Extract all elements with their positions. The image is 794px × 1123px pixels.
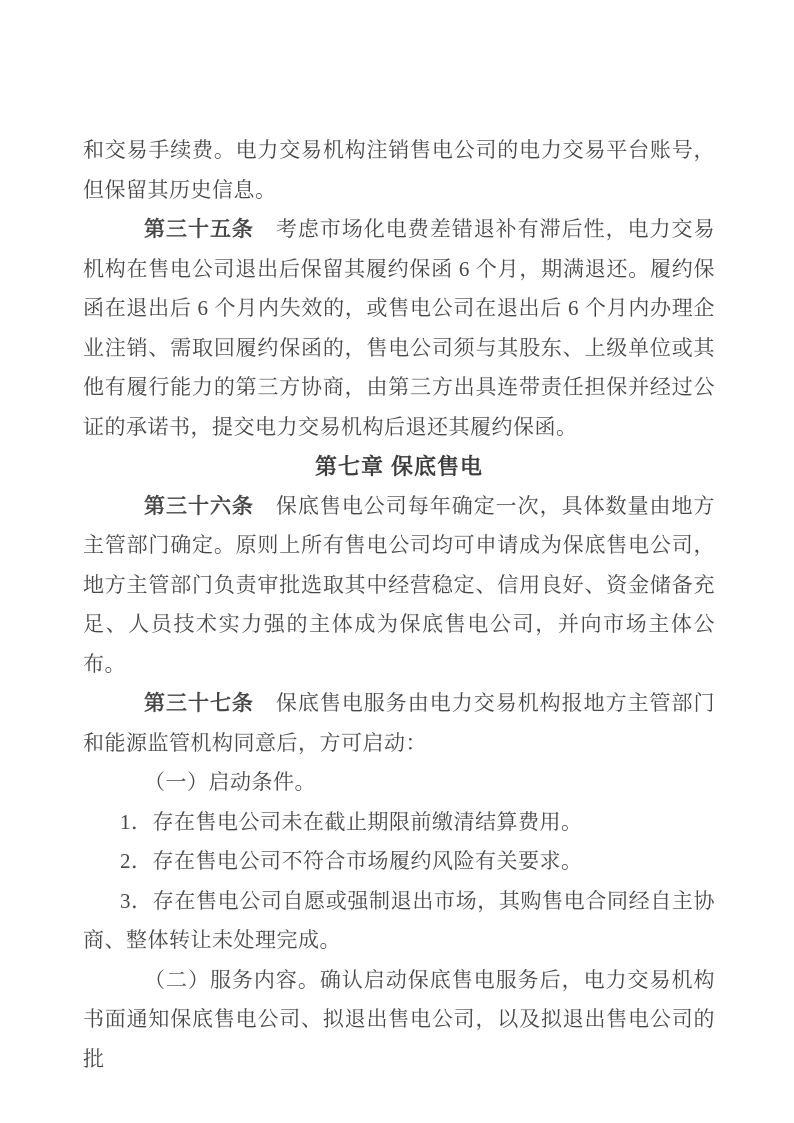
text-run: 保底售电服务由电力交易机构报地方主管部门和能源监管机构同意后，方可启动： <box>83 691 716 755</box>
paragraph <box>83 210 715 447</box>
article-number: 第三十七条 <box>144 691 254 715</box>
text-run: 1．存在售电公司未在截止期限前缴清结算费用。 <box>120 809 583 834</box>
text-run: （二）服务内容。确认启动保底售电服务后，电力交易机构书面通知保底售电公司、拟退出售电公司，以及拟退出售电公司的批 <box>83 967 715 1071</box>
text-run: 保底售电公司每年确定一次，具体数量由地方主管部门确定。原则上所有售电公司均可申请成为保底售电公司，地方主管部门负责审批选取其中经营稳定、信用良好、资金储备充足、人员技术实力强的主体成为保底售电公司，并向市场主体公布。 <box>83 493 716 676</box>
numbered-item <box>83 882 715 961</box>
article-number: 第三十六条 <box>144 493 254 518</box>
paragraph <box>83 961 715 1080</box>
text-run: 考虑市场化电费差错退补有滞后性，电力交易机构在售电公司退出后保留其履约保函 6 个月，期满退还。履约保函在退出后 6 个月内失效的，或售电公司在退出后 6 个月内办理企业注销、需取回履约保函的，售电公司须与其股东、上级单位或其他有履行能力的第三方协商，由第三方出具连带责任担保并经过公证的承诺书，提交电力交易机构后退还其履约保函。 <box>83 217 716 439</box>
numbered-item <box>83 842 715 882</box>
text-run: 和交易手续费。电力交易机构注销售电公司的电力交易平台账号，但保留其历史信息。 <box>83 138 715 202</box>
text-run: （一）启动条件。 <box>144 770 316 794</box>
paragraph <box>83 131 715 210</box>
text-run: 3．存在售电公司自愿或强制退出市场，其购售电合同经自主协商、整体转让未处理完成。 <box>83 888 715 952</box>
paragraph <box>83 763 715 803</box>
article-number: 第三十五条 <box>144 217 254 241</box>
article-number: 第七章 保底售电 <box>314 454 484 479</box>
numbered-item <box>83 803 715 843</box>
paragraph <box>83 487 715 685</box>
paragraph <box>83 684 715 763</box>
text-run: 2．存在售电公司不符合市场履约风险有关要求。 <box>120 849 583 873</box>
chapter-heading <box>83 447 715 487</box>
